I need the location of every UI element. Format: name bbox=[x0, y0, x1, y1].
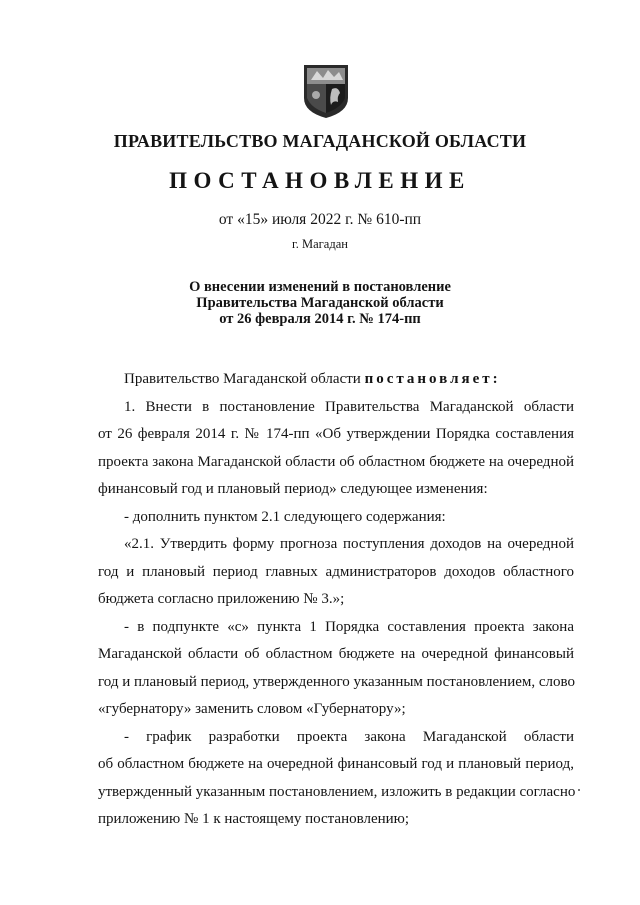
document-subject bbox=[0, 279, 640, 327]
paragraph-4-line: год и плановый период, утвержденного указанным постановлением, слово bbox=[98, 673, 576, 690]
paragraph-3-line: «2.1. Утвердить форму прогноза поступления доходов на очередной bbox=[124, 536, 574, 552]
intro-prefix: Правительство Магаданской области bbox=[124, 371, 361, 387]
paragraph-3-line: бюджета согласно приложению № 3.»; bbox=[98, 591, 345, 607]
paragraph-4-line: Магаданской области об областном бюджете на очередной финансовый bbox=[98, 646, 574, 662]
paragraph-5-line: - график разработки проекта закона Магаданской области bbox=[124, 728, 574, 745]
paragraph-1-line: финансовый год и плановый период» следующее изменения: bbox=[98, 481, 488, 497]
document-date-number: от «15» июля 2022 г. № 610-пп bbox=[218, 211, 422, 228]
subject-line: от 26 февраля 2014 г. № 174-пп bbox=[219, 311, 421, 327]
paragraph-1-line: проекта закона Магаданской области об областном бюджете на очередной bbox=[98, 453, 574, 470]
scan-speck bbox=[578, 789, 580, 791]
paragraph-1-line: 1. Внести в постановление Правительства Магаданской области bbox=[124, 398, 574, 415]
paragraph-3-line: год и плановый период главных администраторов доходов областного bbox=[98, 563, 574, 580]
document-body bbox=[98, 366, 574, 834]
paragraph-4-line: «губернатору» заменить словом «Губернатору»; bbox=[98, 701, 406, 717]
paragraph-5-line: утвержденный указанным постановлением, изложить в редакции согласно bbox=[98, 783, 576, 800]
intro-paragraph bbox=[98, 366, 574, 394]
document-type-title: ПОСТАНОВЛЕНИЕ bbox=[169, 168, 471, 193]
subject-line: О внесении изменений в постановление bbox=[189, 279, 451, 295]
subject-line: Правительства Магаданской области bbox=[196, 295, 444, 311]
organization-name: ПРАВИТЕЛЬСТВО МАГАДАНСКОЙ ОБЛАСТИ bbox=[113, 131, 527, 151]
magadan-coat-of-arms-icon bbox=[301, 62, 351, 120]
issuing-city: г. Магадан bbox=[292, 237, 348, 251]
paragraph-4-line: - в подпункте «с» пункта 1 Порядка составления проекта закона bbox=[124, 618, 574, 635]
paragraph-1-line: от 26 февраля 2014 г. № 174-пп «Об утверждении Порядка составления bbox=[98, 426, 574, 442]
intro-verb: постановляет: bbox=[364, 371, 501, 387]
paragraph-2-line: - дополнить пунктом 2.1 следующего содержания: bbox=[124, 508, 446, 525]
paragraph-5-line: об областном бюджете на очередной финансовый год и плановый период, bbox=[98, 756, 574, 772]
paragraph-5-line: приложению № 1 к настоящему постановлению; bbox=[98, 811, 410, 827]
